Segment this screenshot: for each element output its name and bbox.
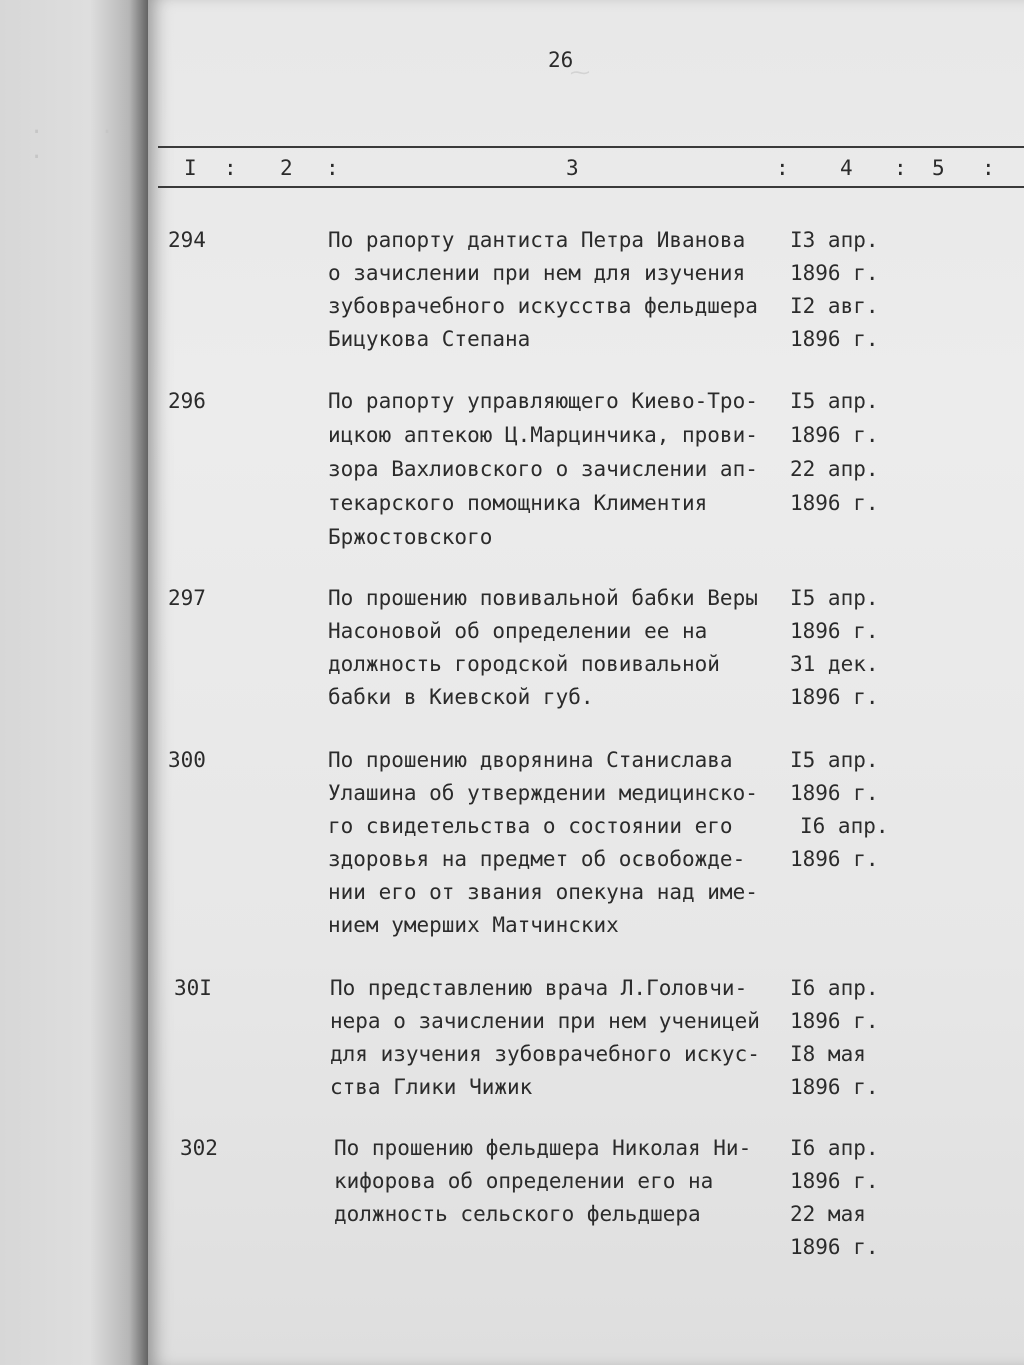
- header-col-3: 3: [566, 156, 579, 180]
- entry-line: ицкою аптекою Ц.Марцинчика, прови-: [328, 423, 758, 447]
- entry-date: 1896 г.: [790, 847, 879, 871]
- bleed-mark: ⁓: [570, 60, 590, 84]
- entry-date: 1896 г.: [790, 261, 879, 285]
- entry-line: должность сельского фельдшера: [334, 1202, 701, 1226]
- entry-date: 1896 г.: [790, 327, 879, 351]
- entry-number: 294: [168, 228, 206, 252]
- entry-line: По прошению дворянина Станислава: [328, 748, 733, 772]
- entry-date: I5 апр.: [790, 586, 879, 610]
- header-sep: :: [894, 156, 907, 180]
- entry-number: 30I: [174, 976, 212, 1000]
- entry-date: 22 апр.: [790, 457, 879, 481]
- entry-date: I8 мая: [790, 1042, 866, 1066]
- entry-line: По рапорту управляющего Киево-Тро-: [328, 389, 758, 413]
- entry-line: зубоврачебного искусства фельдшера: [328, 294, 758, 318]
- entry-line: бабки в Киевской губ.: [328, 685, 594, 709]
- entry-number: 296: [168, 389, 206, 413]
- entry-date: 1896 г.: [790, 1075, 879, 1099]
- entry-date: 1896 г.: [790, 1235, 879, 1259]
- entry-line: должность городской повивальной: [328, 652, 720, 676]
- facing-page-bleed: · · ·: [30, 120, 136, 170]
- entry-date: I3 апр.: [790, 228, 879, 252]
- entry-line: Бржостовского: [328, 525, 493, 549]
- header-rule-top: [158, 146, 1024, 148]
- header-col-1: I: [184, 156, 197, 180]
- header-sep: :: [776, 156, 789, 180]
- entry-line: По представлению врача Л.Головчи-: [330, 976, 748, 1000]
- header-sep: :: [224, 156, 237, 180]
- header-rule-bottom: [158, 186, 1024, 188]
- entry-line: для изучения зубоврачебного искус-: [330, 1042, 760, 1066]
- entry-date: 1896 г.: [790, 619, 879, 643]
- entry-line: кифорова об определении его на: [334, 1169, 714, 1193]
- entry-number: 302: [180, 1136, 218, 1160]
- entry-line: го свидетельства о состоянии его: [328, 814, 733, 838]
- entry-line: нии его от звания опекуна над име-: [328, 880, 758, 904]
- entry-date: I5 апр.: [790, 748, 879, 772]
- entry-date: 1896 г.: [790, 491, 879, 515]
- entry-number: 300: [168, 748, 206, 772]
- facing-page: [0, 0, 150, 1365]
- entry-date: 1896 г.: [790, 423, 879, 447]
- header-sep: :: [982, 156, 995, 180]
- entry-line: Бицукова Степана: [328, 327, 531, 351]
- entry-date: 1896 г.: [790, 1009, 879, 1033]
- entry-line: зора Вахлиовского о зачислении ап-: [328, 457, 758, 481]
- entry-date: I5 апр.: [790, 389, 879, 413]
- header-col-5: 5: [932, 156, 945, 180]
- entry-line: Улашина об утверждении медицинско-: [328, 781, 758, 805]
- entry-date: 31 дек.: [790, 652, 879, 676]
- entry-date: 1896 г.: [790, 1169, 879, 1193]
- header-col-2: 2: [280, 156, 293, 180]
- entry-line: По прошению фельдшера Николая Ни-: [334, 1136, 752, 1160]
- entry-line: По прошению повивальной бабки Веры: [328, 586, 758, 610]
- header-sep: :: [326, 156, 339, 180]
- entry-line: нием умерших Матчинских: [328, 913, 619, 937]
- entry-date: 1896 г.: [790, 781, 879, 805]
- entry-line: ства Глики Чижик: [330, 1075, 533, 1099]
- entry-date: I6 апр.: [800, 814, 889, 838]
- entry-line: нера о зачислении при нем ученицей: [330, 1009, 760, 1033]
- entry-line: По рапорту дантиста Петра Иванова: [328, 228, 746, 252]
- entry-date: 1896 г.: [790, 685, 879, 709]
- entry-date: 22 мая: [790, 1202, 866, 1226]
- entry-date: I6 апр.: [790, 976, 879, 1000]
- entry-line: Насоновой об определении ее на: [328, 619, 708, 643]
- entry-line: здоровья на предмет об освобожде-: [328, 847, 746, 871]
- entry-line: текарского помощника Климентия: [328, 491, 708, 515]
- entry-number: 297: [168, 586, 206, 610]
- page-number: 26: [548, 48, 574, 72]
- header-col-4: 4: [840, 156, 853, 180]
- entry-date: I2 авг.: [790, 294, 879, 318]
- entry-line: о зачислении при нем для изучения: [328, 261, 746, 285]
- entry-date: I6 апр.: [790, 1136, 879, 1160]
